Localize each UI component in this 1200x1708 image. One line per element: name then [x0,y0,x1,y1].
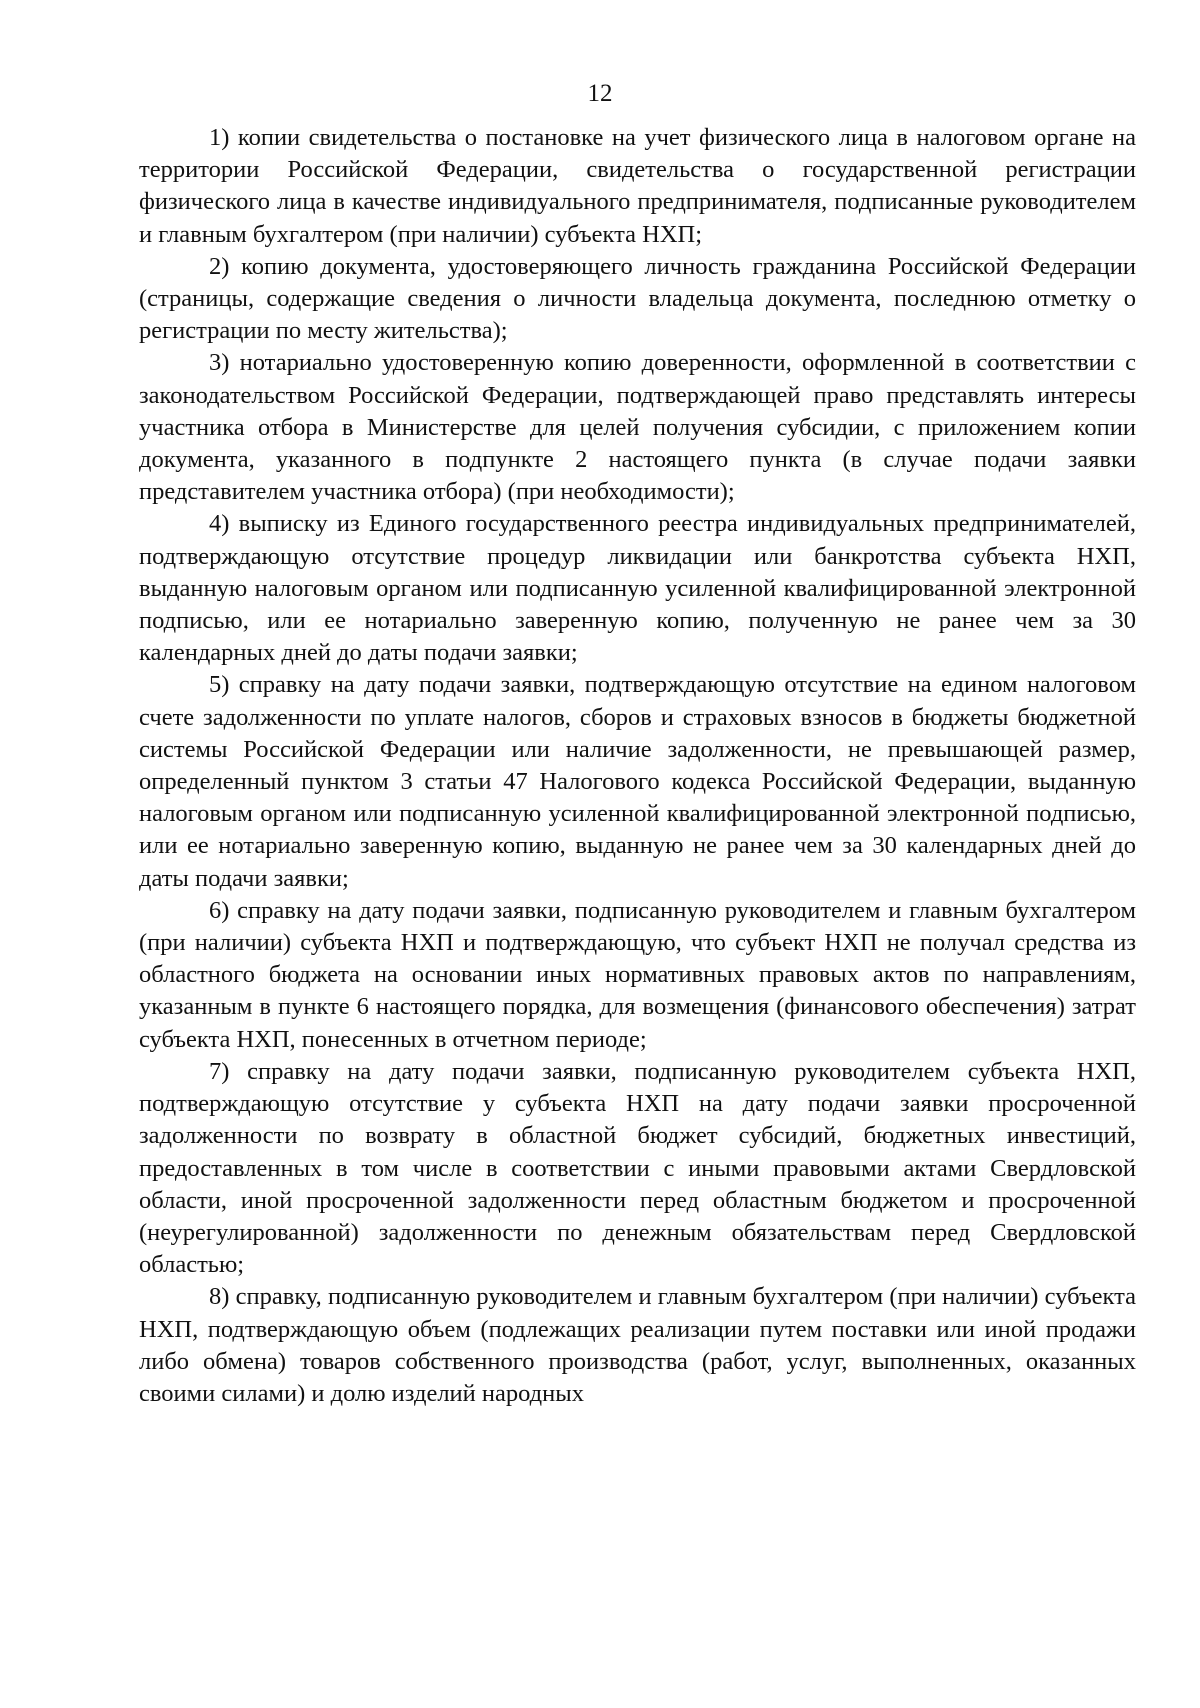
list-item-5: 5) справку на дату подачи заявки, подтверждающую отсутствие на едином налоговом счете задолженности по уплате налогов, сборов и страховых взносов в бюджеты бюджетной системы Российской Федерации или наличие задолженности, не превышающей размер, определенный пунктом 3 статьи 47 Налогового кодекса Российской Федерации, выданную налоговым органом или подписанную усиленной квалифицированной электронной подписью, или ее нотариально заверенную копию, выданную не ранее чем за 30 календарных дней до даты подачи заявки; [139,671,1136,892]
document-body [139,122,1136,1410]
list-item-1: 1) копии свидетельства о постановке на учет физического лица в налоговом органе на территории Российской Федерации, свидетельства о государственной регистрации физического лица в качестве индивидуального предпринимателя, подписанные руководителем и главным бухгалтером (при наличии) субъекта НХП; [139,124,1136,248]
list-item-3: 3) нотариально удостоверенную копию доверенности, оформленной в соответствии с законодательством Российской Федерации, подтверждающей право представлять интересы участника отбора в Министерстве для целей получения субсидии, с приложением копии документа, указанного в подпункте 2 настоящего пункта (в случае подачи заявки представителем участника отбора) (при необходимости); [139,349,1136,506]
list-item-8: 8) справку, подписанную руководителем и главным бухгалтером (при наличии) субъекта НХП, подтверждающую объем (подлежащих реализации путем поставки или иной продажи либо обмена) товаров собственного производства (работ, услуг, выполненных, оказанных своими силами) и долю изделий народных [139,1283,1136,1407]
list-item-4: 4) выписку из Единого государственного реестра индивидуальных предпринимателей, подтверждающую отсутствие процедур ликвидации или банкротства субъекта НХП, выданную налоговым органом или подписанную усиленной квалифицированной электронной подписью, или ее нотариально заверенную копию, полученную не ранее чем за 30 календарных дней до даты подачи заявки; [139,510,1136,667]
list-item-7: 7) справку на дату подачи заявки, подписанную руководителем субъекта НХП, подтверждающую отсутствие у субъекта НХП на дату подачи заявки просроченной задолженности по возврату в областной бюджет субсидий, бюджетных инвестиций, предоставленных в том числе в соответствии с иными правовыми актами Свердловской области, иной просроченной задолженности перед областным бюджетом и просроченной (неурегулированной) задолженности по денежным обязательствам перед Свердловской областью; [139,1057,1136,1279]
list-item-6: 6) справку на дату подачи заявки, подписанную руководителем и главным бухгалтером (при наличии) субъекта НХП и подтверждающую, что субъект НХП не получал средства из областного бюджета на основании иных нормативных правовых актов по направлениям, указанным в пункте 6 настоящего порядка, для возмещения (финансового обеспечения) затрат субъекта НХП, понесенных в отчетном периоде; [139,896,1136,1053]
list-item-2: 2) копию документа, удостоверяющего личность гражданина Российской Федерации (страницы, содержащие сведения о личности владельца документа, последнюю отметку о регистрации по месту жительства); [139,252,1136,345]
page-number: 12 [587,80,613,107]
